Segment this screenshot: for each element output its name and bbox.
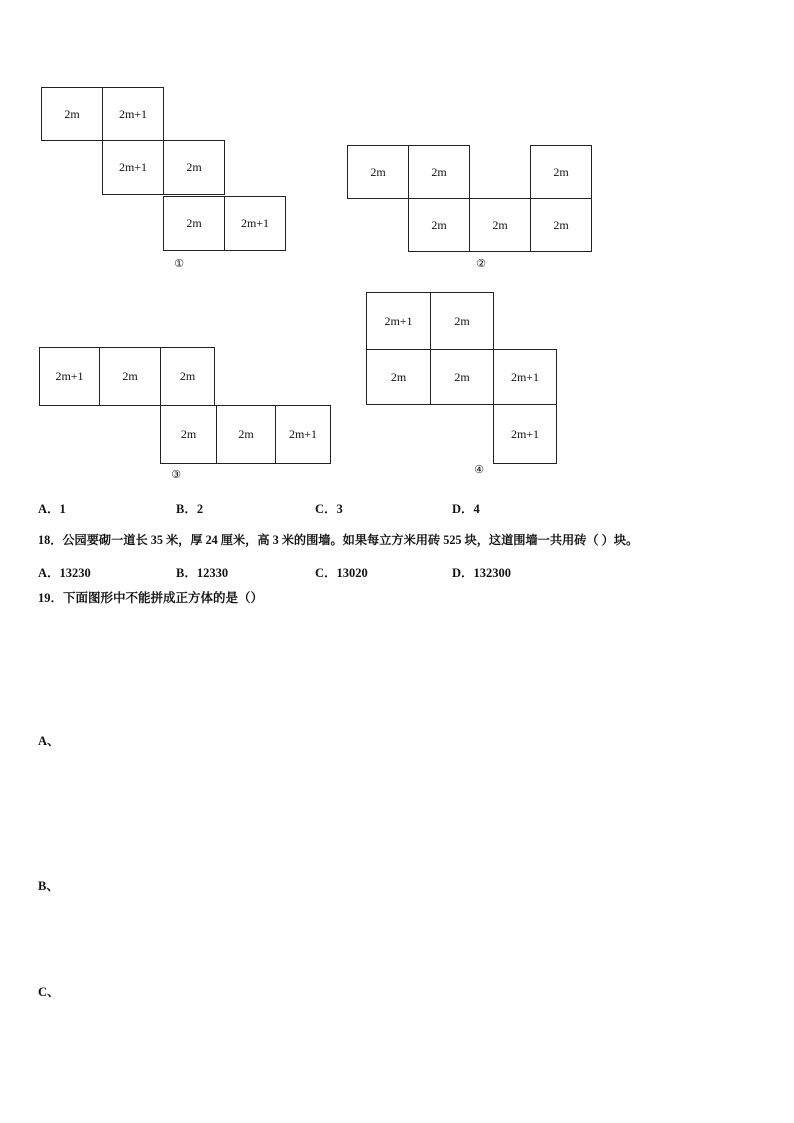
net-3-cell: 2m (99, 347, 161, 406)
net-3-number: ③ (171, 468, 181, 481)
q18-option-c[interactable]: C．13020 (315, 566, 368, 580)
net-4-cell: 2m (430, 292, 494, 350)
net-2-cell: 2m (469, 198, 531, 252)
q18-option-a[interactable]: A．13230 (38, 566, 91, 580)
q18-option-d[interactable]: D．132300 (452, 566, 512, 580)
net-3-cell: 2m+1 (275, 405, 331, 464)
net-2-number: ② (476, 257, 486, 270)
net-2-cell: 2m (530, 145, 592, 199)
net-1-cell: 2m (163, 196, 225, 251)
net-1-cell: 2m+1 (102, 87, 164, 141)
net-1-cell: 2m (41, 87, 103, 141)
q19-text: 19．下面图形中不能拼成正方体的是（） (38, 591, 264, 605)
net-2-cell: 2m (408, 145, 470, 199)
net-4-cell: 2m+1 (493, 349, 557, 405)
net-4-number: ④ (474, 463, 484, 476)
q17-option-d[interactable]: D．4 (452, 502, 480, 516)
net-1-cell: 2m (163, 140, 225, 195)
net-2-cell: 2m (530, 198, 592, 252)
net-3-cell: 2m (160, 347, 215, 406)
net-1-cell: 2m+1 (224, 196, 286, 251)
q17-option-c[interactable]: C．3 (315, 502, 343, 516)
q18-text: 18．公园要砌一道长 35 米，厚 24 厘米，高 3 米的围墙。如果每立方米用砖 525 块，这道围墙一共用砖（ ）块。 (38, 533, 639, 547)
q19-choice-b[interactable]: B、 (38, 879, 59, 893)
q17-option-b[interactable]: B．2 (176, 502, 204, 516)
q18-option-b[interactable]: B．12330 (176, 566, 229, 580)
net-4-cell: 2m+1 (493, 404, 557, 464)
net-2-cell: 2m (347, 145, 409, 199)
net-3-cell: 2m+1 (39, 347, 100, 406)
net-1-number: ① (174, 257, 184, 270)
q19-choice-a[interactable]: A、 (38, 734, 60, 748)
net-4-cell: 2m+1 (366, 292, 431, 350)
net-2-cell: 2m (408, 198, 470, 252)
net-4-cell: 2m (366, 349, 431, 405)
net-4-cell: 2m (430, 349, 494, 405)
net-3-cell: 2m (216, 405, 276, 464)
q17-option-a[interactable]: A．1 (38, 502, 66, 516)
net-3-cell: 2m (160, 405, 217, 464)
net-1-cell: 2m+1 (102, 140, 164, 195)
q19-choice-c[interactable]: C、 (38, 985, 60, 999)
